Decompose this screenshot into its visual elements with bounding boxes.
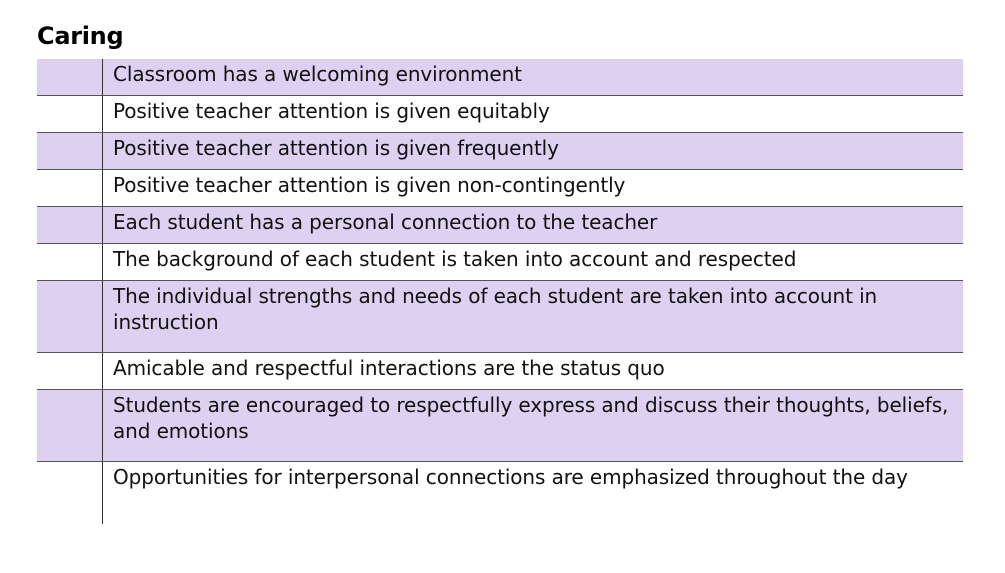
checklist-row: [37, 96, 963, 133]
checklist-item-text: The background of each student is taken into account and respected: [113, 247, 797, 271]
checklist-row: [37, 170, 963, 207]
check-cell[interactable]: [37, 462, 103, 524]
section-title: Caring: [37, 22, 124, 50]
checklist-row: [37, 59, 963, 96]
check-cell[interactable]: [37, 353, 103, 389]
checklist-item-text: Opportunities for interpersonal connections are emphasized throughout the day: [113, 465, 908, 489]
checklist-item-text: Amicable and respectful interactions are the status quo: [113, 356, 665, 380]
checklist-row: [37, 244, 963, 281]
check-cell[interactable]: [37, 59, 103, 95]
checklist-item-text: Positive teacher attention is given frequently: [113, 136, 559, 160]
check-cell[interactable]: [37, 244, 103, 280]
checklist-item-text: Each student has a personal connection to the teacher: [113, 210, 658, 234]
checklist-item-text: Positive teacher attention is given non-contingently: [113, 173, 626, 197]
checklist-item-text: Positive teacher attention is given equitably: [113, 99, 550, 123]
checklist-item-text: Students are encouraged to respectfully express and discuss their thoughts, beliefs, and emotions: [113, 393, 949, 443]
checklist-row: [37, 462, 963, 524]
caring-checklist: [37, 59, 963, 524]
checklist-item-text: The individual strengths and needs of each student are taken into account in instruction: [113, 284, 878, 334]
checklist-row: [37, 353, 963, 390]
check-cell[interactable]: [37, 170, 103, 206]
check-cell[interactable]: [37, 207, 103, 243]
checklist-row: [37, 207, 963, 244]
checklist-item-text: Classroom has a welcoming environment: [113, 62, 522, 86]
check-cell[interactable]: [37, 281, 103, 352]
check-cell[interactable]: [37, 390, 103, 461]
check-cell[interactable]: [37, 96, 103, 132]
check-cell[interactable]: [37, 133, 103, 169]
checklist-row: [37, 133, 963, 170]
checklist-row: [37, 281, 963, 353]
checklist-row: [37, 390, 963, 462]
